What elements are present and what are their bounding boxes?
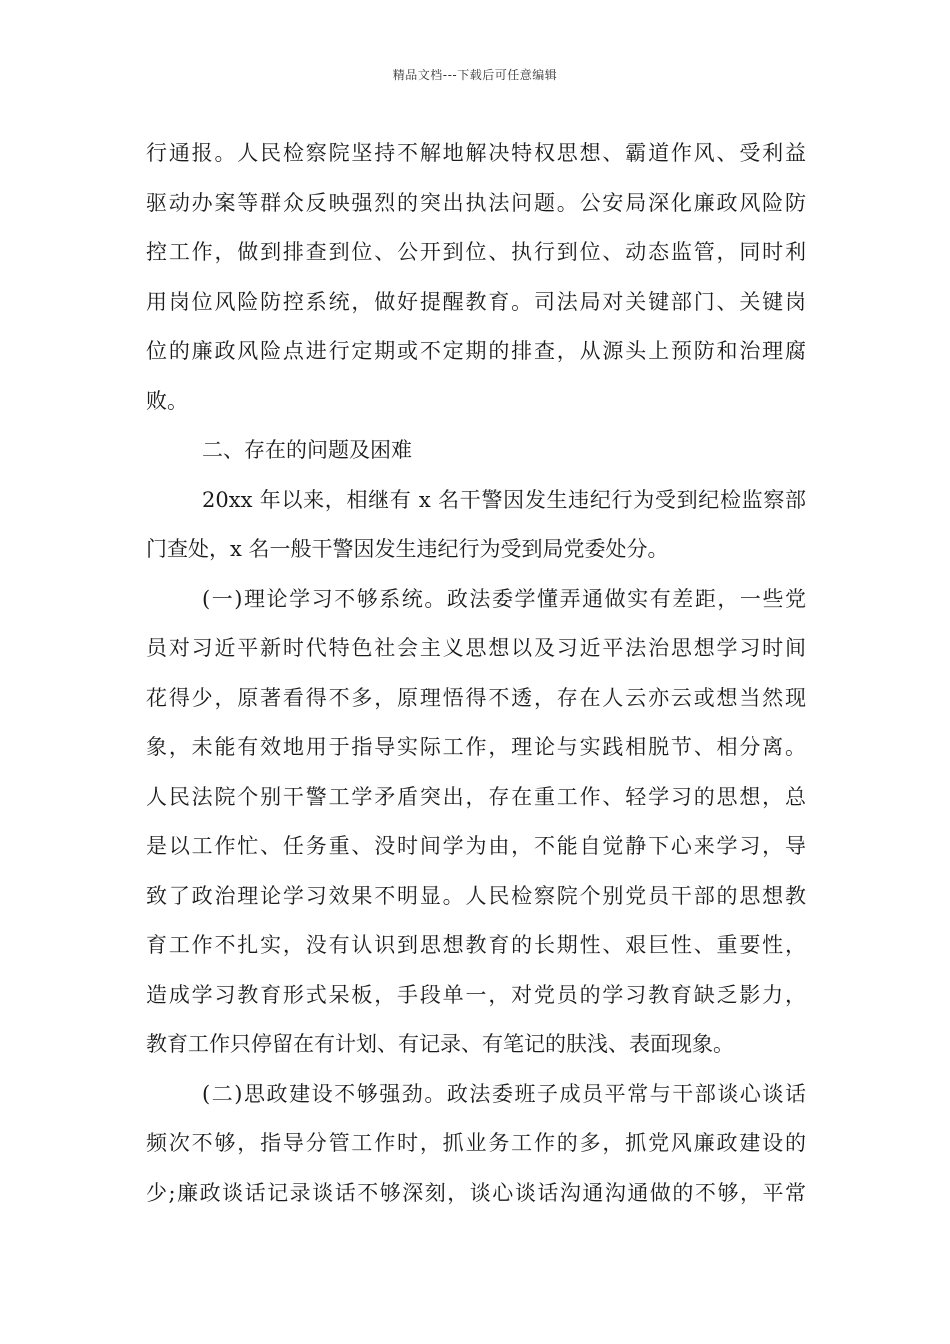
text-line: 位的廉政风险点进行定期或不定期的排查，从源头上预防和治理腐 bbox=[146, 339, 806, 363]
text-line: 造成学习教育形式呆板，手段单一，对党员的学习教育缺乏影力， bbox=[146, 982, 806, 1007]
document-body bbox=[146, 132, 806, 1221]
text-line: 控工作，做到排查到位、公开到位、执行到位、动态监管，同时利 bbox=[146, 240, 806, 264]
text-line: 门查处，x 名一般干警因发生违纪行为受到局党委处分。 bbox=[146, 537, 669, 561]
text-line: 频次不够，指导分管工作时，抓业务工作的多，抓党风廉政建设的 bbox=[146, 1131, 806, 1155]
page-header: 精品文档---下载后可任意编辑 bbox=[392, 68, 558, 82]
text-line: 败。 bbox=[146, 388, 188, 413]
subsection-line: (二)思政建设不够强劲。政法委班子成员平常与干部谈心谈话 bbox=[202, 1081, 806, 1106]
subsection-line: (一)理论学习不够系统。政法委学懂弄通做实有差距，一些党 bbox=[202, 586, 806, 611]
text-line: 教育工作只停留在有计划、有记录、有笔记的肤浅、表面现象。 bbox=[146, 1032, 734, 1056]
text-line: 用岗位风险防控系统，做好提醒教育。司法局对关键部门、关键岗 bbox=[146, 289, 806, 314]
text-line: 是以工作忙、任务重、没时间学为由，不能自觉静下心来学习，导 bbox=[146, 834, 806, 858]
text-line: 20xx 年以来，相继有 x 名干警因发生违纪行为受到纪检监察部 bbox=[202, 487, 806, 512]
text-line: 致了政治理论学习效果不明显。人民检察院个别党员干部的思想教 bbox=[146, 883, 806, 908]
text-line: 花得少，原著看得不多，原理悟得不透，存在人云亦云或想当然现 bbox=[146, 685, 806, 710]
text-line: 行通报。人民检察院坚持不解地解决特权思想、霸道作风、受利益 bbox=[146, 141, 806, 165]
section-heading: 二、存在的问题及困难 bbox=[202, 438, 412, 462]
text-line: 育工作不扎实，没有认识到思想教育的长期性、艰巨性、重要性， bbox=[146, 933, 806, 957]
text-line: 驱动办案等群众反映强烈的突出执法问题。公安局深化廉政风险防 bbox=[146, 190, 806, 215]
text-line: 人民法院个别干警工学矛盾突出，存在重工作、轻学习的思想，总 bbox=[146, 784, 806, 809]
text-line: 象，未能有效地用于指导实际工作，理论与实践相脱节、相分离。 bbox=[146, 735, 806, 759]
text-line: 少;廉政谈话记录谈话不够深刻，谈心谈话沟通沟通做的不够，平常 bbox=[146, 1180, 806, 1205]
text-line: 员对习近平新时代特色社会主义思想以及习近平法治思想学习时间 bbox=[146, 636, 806, 660]
